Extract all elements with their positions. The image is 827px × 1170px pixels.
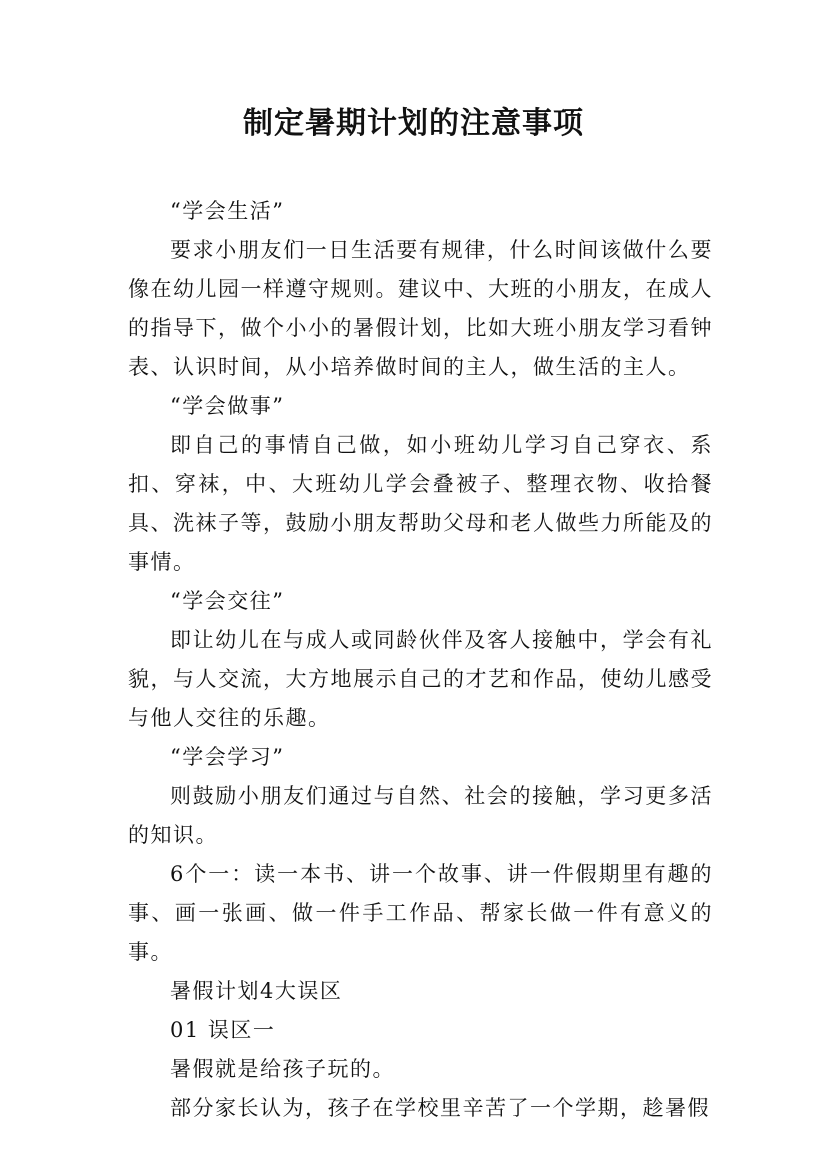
paragraph-social: 即让幼儿在与成人或同龄伙伴及客人接触中，学会有礼貌，与人交流，大方地展示自己的才艺和作品，使幼儿感受与他人交往的乐趣。: [128, 628, 713, 730]
section-heading-study: “学会学习”: [170, 745, 285, 769]
section-heading-mistakes: 暑假计划4大误区: [170, 979, 343, 1003]
document-title: 制定暑期计划的注意事项: [243, 106, 584, 141]
section-heading-social: “学会交往”: [170, 589, 285, 613]
paragraph-study: 则鼓励小朋友们通过与自然、社会的接触，学习更多活的知识。: [128, 784, 713, 847]
paragraph-six-ones: 6个一：读一本书、讲一个故事、讲一件假期里有趣的事、画一张画、做一件手工作品、帮家长做一件有意义的事。: [128, 862, 713, 964]
paragraph-work: 即自己的事情自己做，如小班幼儿学习自己穿衣、系扣、穿袜，中、大班幼儿学会叠被子、整理衣物、收拾餐具、洗袜子等，鼓励小朋友帮助父母和老人做些力所能及的事情。: [128, 433, 713, 574]
mistake-number-heading: 01 误区一: [170, 1018, 276, 1042]
section-heading-life: “学会生活”: [170, 199, 285, 223]
section-heading-work: “学会做事”: [170, 394, 285, 418]
mistake-statement: 暑假就是给孩子玩的。: [170, 1057, 395, 1081]
paragraph-life: 要求小朋友们一日生活要有规律，什么时间该做什么要像在幼儿园一样遵守规则。建议中、大班的小朋友，在成人的指导下，做个小小的暑假计划，比如大班小朋友学习看钟表、认识时间，从小培养做时间的主人，做生活的主人。: [128, 238, 713, 379]
document-body: [128, 192, 713, 1128]
paragraph-mistake-explanation: 部分家长认为，孩子在学校里辛苦了一个学期，趁暑假: [170, 1096, 710, 1120]
